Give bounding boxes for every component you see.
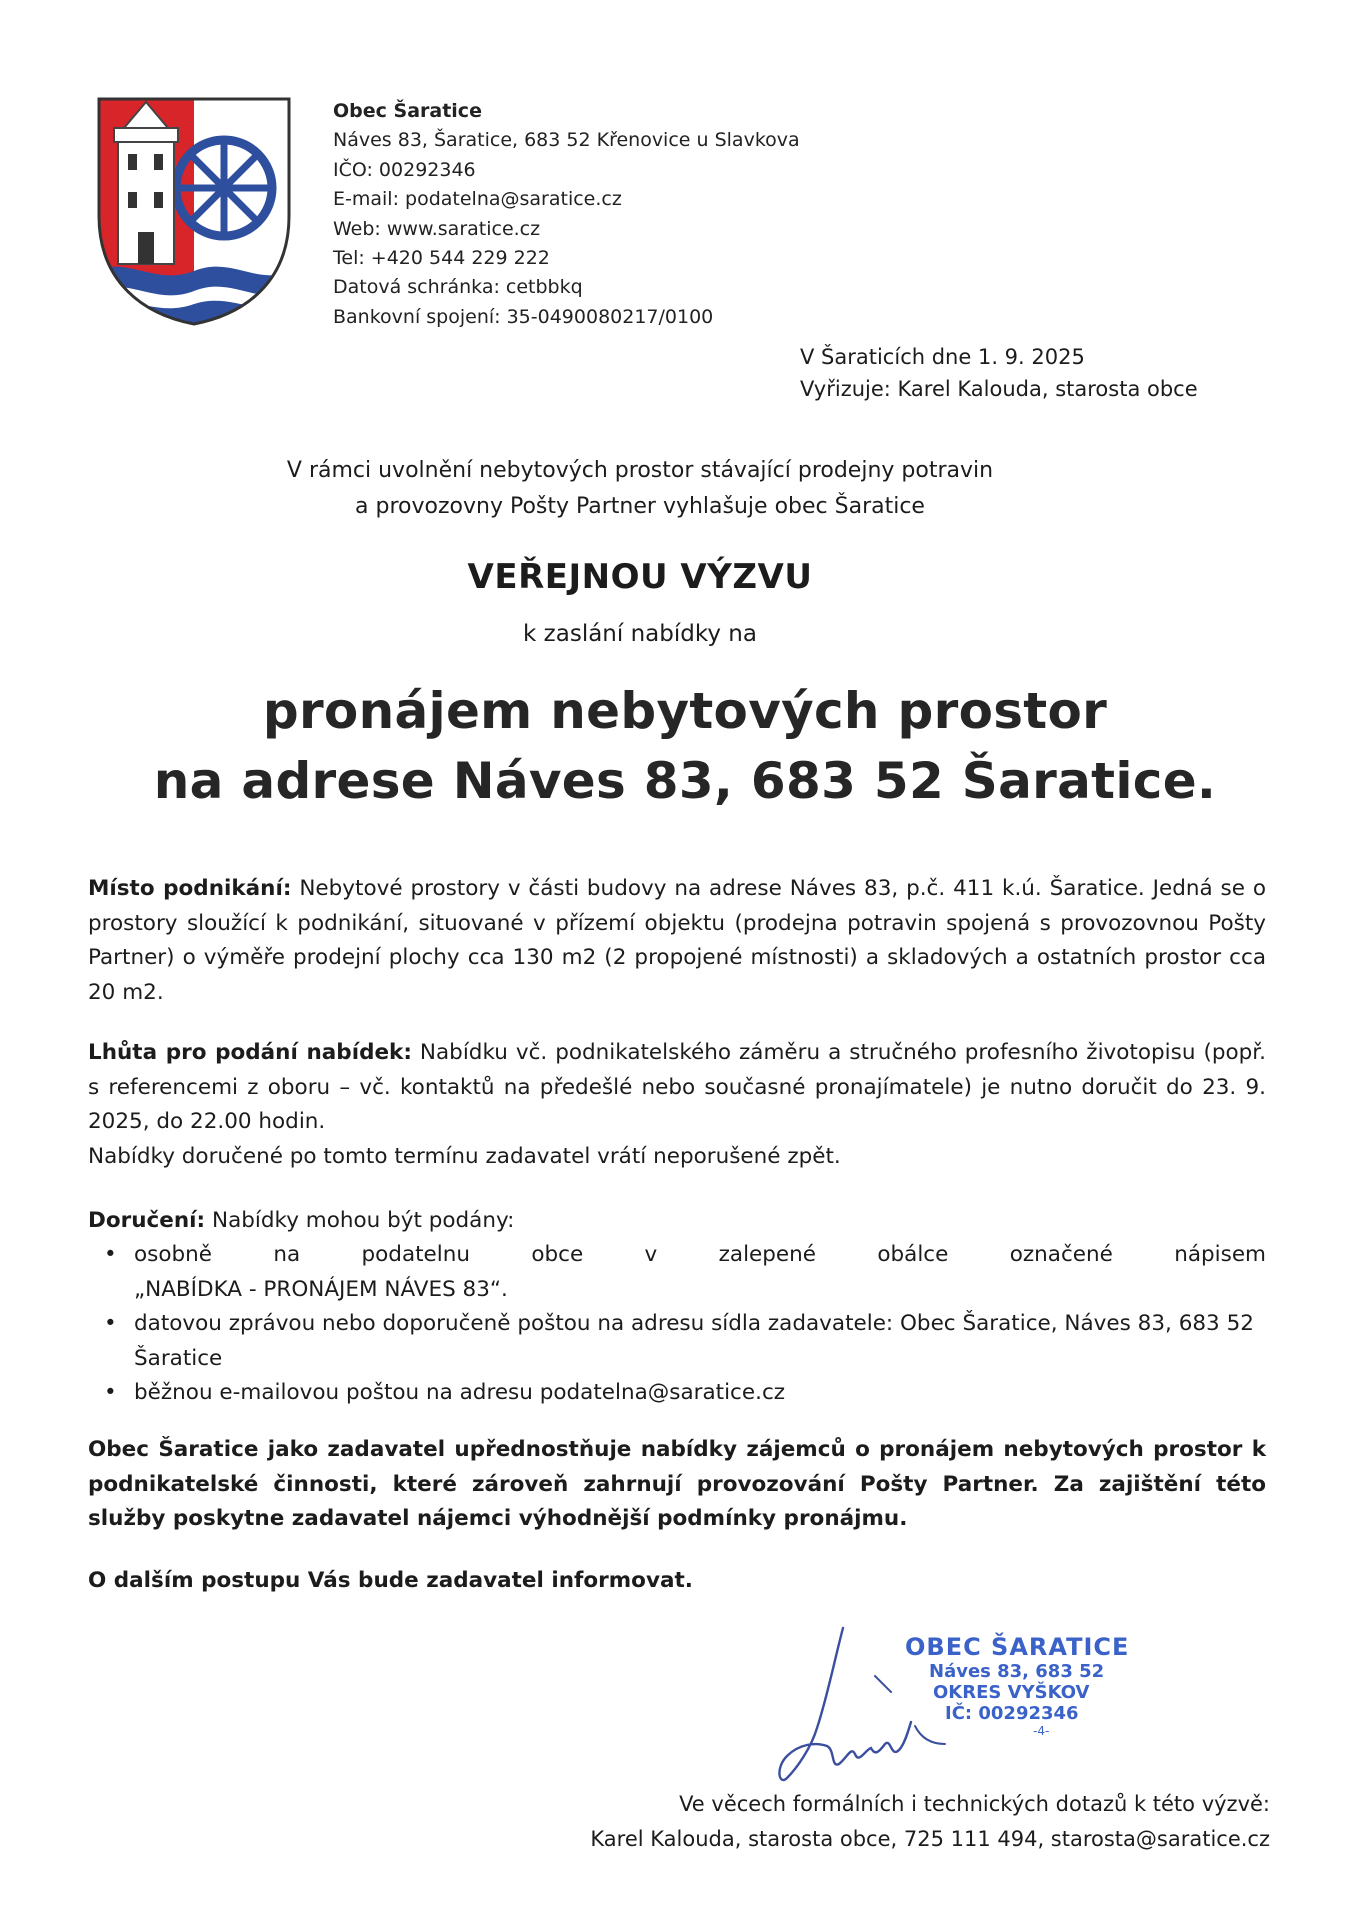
org-bank: Bankovní spojení: 35-0490080217/0100 <box>333 305 714 328</box>
subheading: k zaslání nabídky na <box>523 621 757 647</box>
org-email: E-mail: podatelna@saratice.cz <box>333 188 622 211</box>
deadline-label: Lhůta pro podání nabídek: <box>88 1040 412 1065</box>
contact-footer <box>460 1787 1270 1857</box>
list-item <box>98 1273 1266 1308</box>
bullet-1-line-1: osobně na podatelnu obce v zalepené obálce označené nápisem <box>134 1242 1266 1267</box>
footer-line-2: Karel Kalouda, starosta obce, 725 111 494, starosta@saratice.cz <box>590 1827 1270 1851</box>
official-stamp <box>905 1633 1165 1738</box>
stamp-line-3: OKRES VYŠKOV <box>933 1682 1090 1703</box>
delivery-text: Nabídky mohou být podány: <box>211 1208 515 1233</box>
bullet-3: běžnou e-mailovou poštou na adresu podatelna@saratice.cz <box>134 1380 786 1405</box>
footer-line-1: Ve věcech formálních i technických dotazů k této výzvě: <box>679 1792 1270 1816</box>
main-title-line-2: na adrese Náves 83, 683 52 Šaratice. <box>153 752 1217 810</box>
org-data-box: Datová schránka: cetbbkq <box>333 276 583 299</box>
stamp-line-2: Náves 83, 683 52 <box>929 1661 1105 1682</box>
stamp-line-5: -4- <box>1033 1724 1050 1738</box>
closing-paragraph: O dalším postupu Vás bude zadavatel informovat. <box>88 1568 693 1593</box>
list-item: • osobně na podatelnu obce v zalepené obálce označené nápisem <box>104 1242 1266 1267</box>
deadline-paragraph <box>88 1036 1266 1174</box>
main-title <box>40 676 1330 816</box>
stamp-line-1: OBEC ŠARATICE <box>905 1633 1130 1661</box>
stamp-line-4: IČ: 00292346 <box>945 1703 1079 1724</box>
list-item: • datovou zprávou nebo doporučeně poštou na adresu sídla zadavatele: Obec Šaratice, Náves 83, 683 52 Šaratice <box>104 1311 1254 1371</box>
deadline-note: Nabídky doručené po tomto termínu zadavatel vrátí neporušené zpět. <box>88 1143 841 1169</box>
handled-by: Vyřizuje: Karel Kalouda, starosta obce <box>800 377 1198 401</box>
letterhead <box>333 97 800 332</box>
heading: VEŘEJNOU VÝZVU <box>467 557 813 597</box>
org-web: Web: www.saratice.cz <box>333 217 541 240</box>
bullet-1-line-2: „NABÍDKA - PRONÁJEM NÁVES 83“. <box>134 1276 508 1302</box>
deadline-text: Nabídku vč. podnikatelského záměru a stručného profesního životopisu (popř. s referencemi z oboru – vč. kontaktů na předešlé nebo současné pronajímatele) je nutno doručit do 23. 9. 2025, do 22.00 hodin. <box>88 1040 1266 1134</box>
org-address: Náves 83, Šaratice, 683 52 Křenovice u Slavkova <box>333 129 800 152</box>
place-label: Místo podnikání: <box>88 876 292 901</box>
place-paragraph <box>88 872 1266 1010</box>
intro-line-2: a provozovny Pošty Partner vyhlašuje obec Šaratice <box>355 494 925 519</box>
document-date: V Šaraticích dne 1. 9. 2025 <box>800 345 1085 369</box>
delivery-paragraph <box>88 1204 1266 1239</box>
bullet-2: datovou zprávou nebo doporučeně poštou na adresu sídla zadavatele: Obec Šaratice, Náves 83, 683 52 Šaratice <box>134 1311 1254 1371</box>
intro-line-1: V rámci uvolnění nebytových prostor stávající prodejny potravin <box>286 458 994 483</box>
coat-of-arms-icon <box>96 96 292 326</box>
main-title-line-1: pronájem nebytových prostor <box>262 682 1108 740</box>
org-name: Obec Šaratice <box>333 100 482 122</box>
delivery-label: Doručení: <box>88 1208 206 1233</box>
intro-text <box>200 453 1080 525</box>
date-block <box>800 341 1198 405</box>
preference-paragraph: Obec Šaratice jako zadavatel upřednostňuje nabídky zájemců o pronájem nebytových prostor k podnikatelské činnosti, které zároveň zahrnují provozování Pošty Partner. Za zajištění této služby poskytne zadavatel nájemci výhodnější podmínky pronájmu. <box>88 1437 1266 1531</box>
org-ico: IČO: 00292346 <box>333 158 476 181</box>
org-tel: Tel: +420 544 229 222 <box>333 247 550 270</box>
place-text: Nebytové prostory v části budovy na adrese Náves 83, p.č. 411 k.ú. Šaratice. Jedná se o prostory sloužící k podnikání, situované v přízemí objektu (prodejna potravin spojená s provozovnou Pošty Partner) o výměře prodejní plochy cca 130 m2 (2 propojené místnosti) a skladových a ostatních prostor cca 20 m2. <box>88 876 1266 1005</box>
list-item: • běžnou e-mailovou poštou na adresu podatelna@saratice.cz <box>104 1380 786 1405</box>
delivery-list <box>98 1238 1266 1411</box>
